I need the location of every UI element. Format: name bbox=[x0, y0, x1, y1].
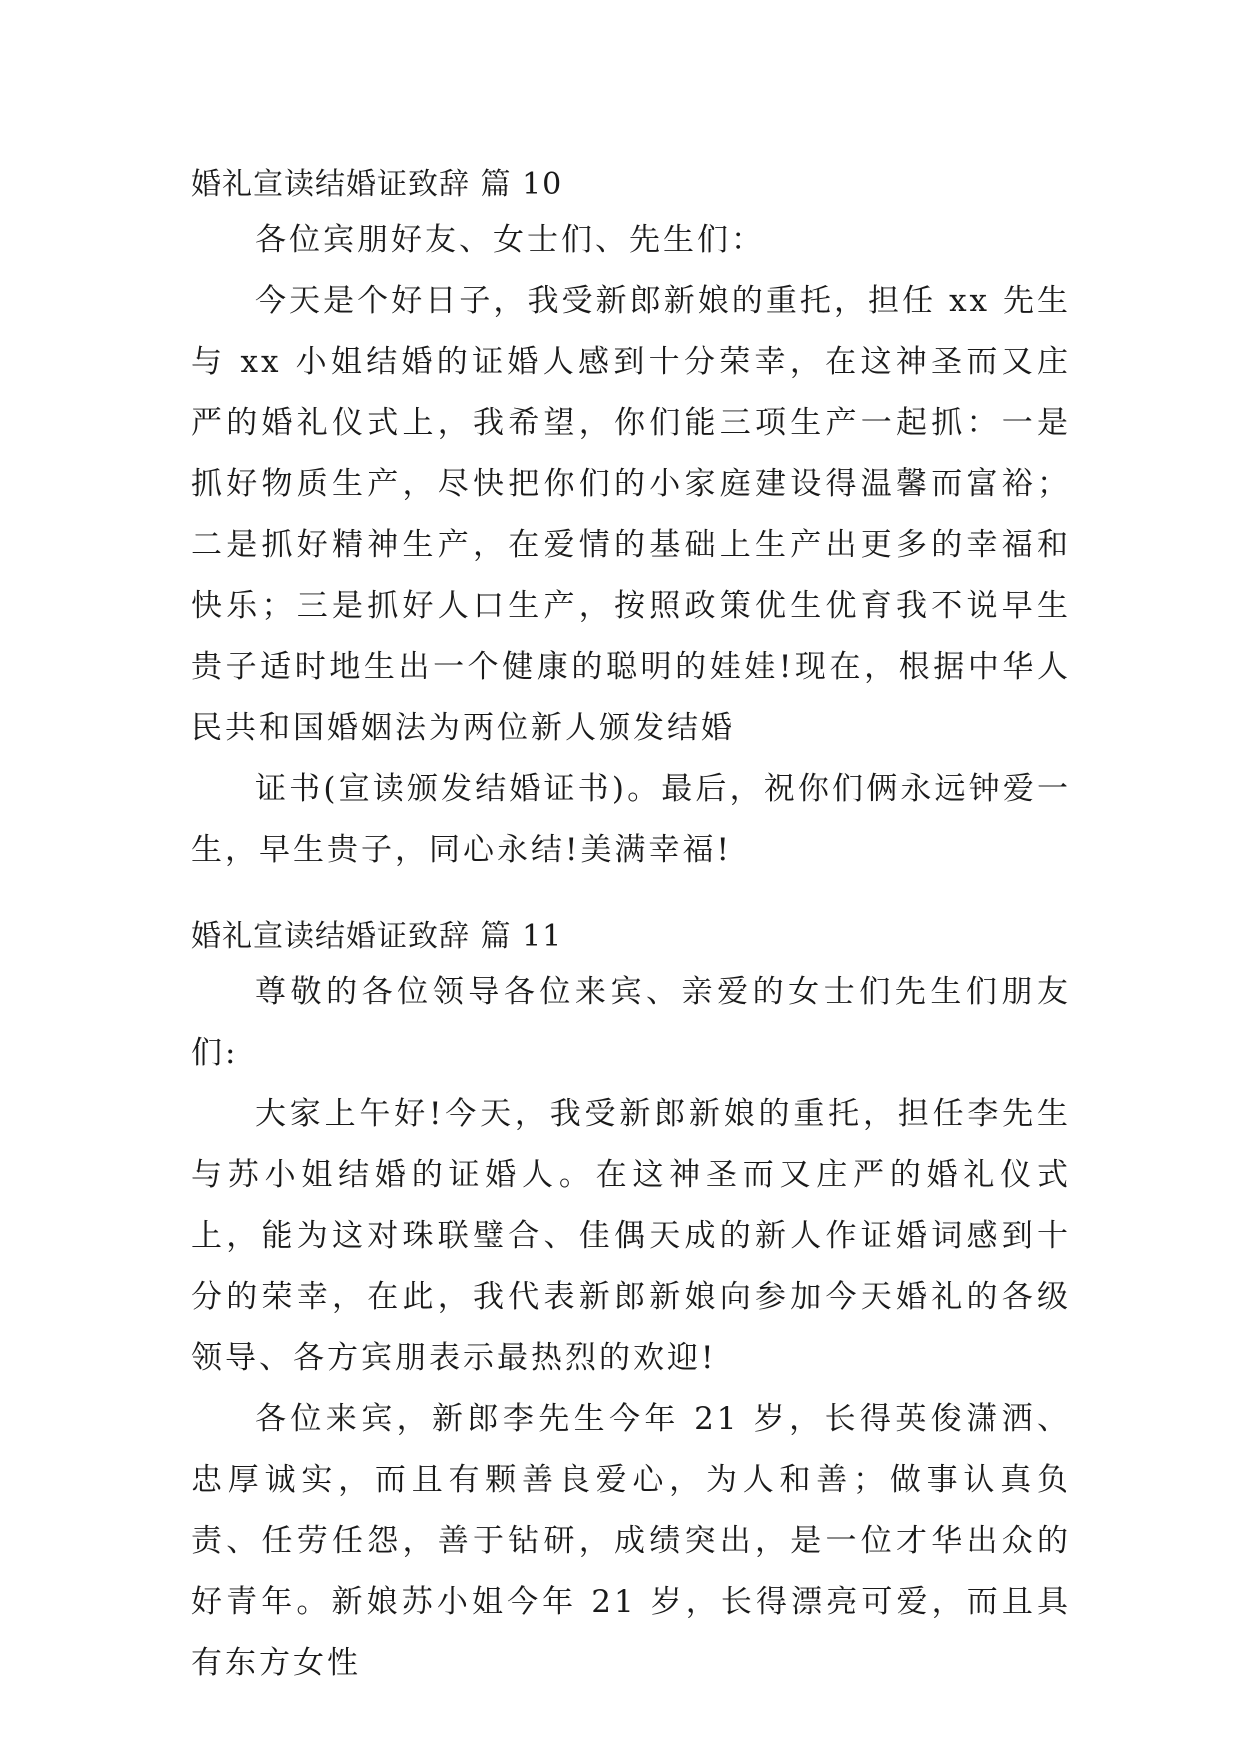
speech-section-11 bbox=[191, 912, 1071, 1694]
paragraph: 大家上午好!今天，我受新郎新娘的重托，担任李先生与苏小姐结婚的证婚人。在这神圣而又庄严的婚礼仪式上，能为这对珠联璧合、佳偶天成的新人作证婚词感到十分的荣幸，在此，我代表新郎新娘向参加今天婚礼的各级领导、各方宾朋表示最热烈的欢迎! bbox=[191, 1096, 1071, 1376]
section-heading: 婚礼宣读结婚证致辞 篇 11 bbox=[191, 919, 563, 954]
paragraph: 证书(宣读颁发结婚证书)。最后，祝你们俩永远钟爱一生，早生贵子，同心永结!美满幸福! bbox=[191, 771, 1071, 868]
paragraph: 各位宾朋好友、女士们、先生们： bbox=[255, 222, 765, 258]
paragraph: 尊敬的各位领导各位来宾、亲爱的女士们先生们朋友们: bbox=[191, 974, 1071, 1071]
speech-section-10 bbox=[191, 160, 1071, 881]
section-heading: 婚礼宣读结婚证致辞 篇 10 bbox=[191, 167, 563, 202]
paragraph: 今天是个好日子，我受新郎新娘的重托，担任 xx 先生与 xx 小姐结婚的证婚人感到十分荣幸，在这神圣而又庄严的婚礼仪式上，我希望，你们能三项生产一起抓：一是抓好物质生产，尽快把你们的小家庭建设得温馨而富裕；二是抓好精神生产，在爱情的基础上生产出更多的幸福和快乐；三是抓好人口生产，按照政策优生优育我不说早生贵子适时地生出一个健康的聪明的娃娃!现在，根据中华人民共和国婚姻法为两位新人颁发结婚 bbox=[191, 283, 1071, 746]
paragraph: 各位来宾，新郎李先生今年 21 岁，长得英俊潇洒、忠厚诚实，而且有颗善良爱心，为人和善；做事认真负责、任劳任怨，善于钻研，成绩突出，是一位才华出众的好青年。新娘苏小姐今年 21 岁，长得漂亮可爱，而且具有东方女性 bbox=[191, 1401, 1071, 1681]
